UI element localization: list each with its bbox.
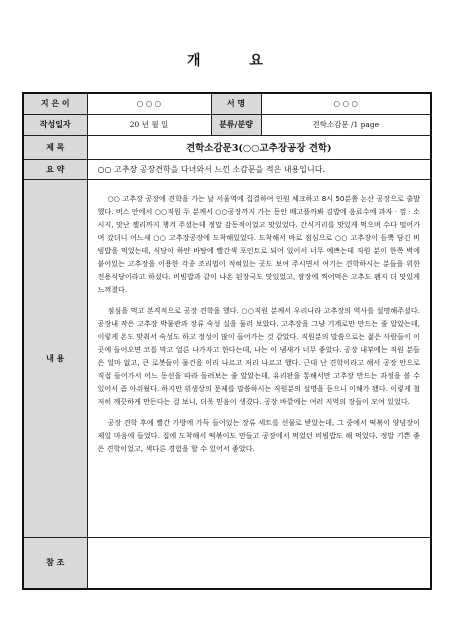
- content-paragraph: ○○ 고추장 공장에 견학을 가는 날 서울역에 집결하여 인원 체크하고 8시 50분쯤 논산 공장으로 출발했다. 버스 안에서 ○○직원 두 분께서 ○○공장까지 가는 동안 배고플까봐 김밥에 음료수에 과자 · 껌 · 소시지, 맛난 젤리까지 챙겨 주셨는데 정말 감동적이었고 맛있었다. 간식거리를 맛있게 먹으며 수다 떨어가며 갔더니 어느새 ○○ 고추장공장에 도착해있었다. 도착해서 바로 점심으로 ○○ 고추장이 듬뿍 담긴 비빔밥을 먹었는데, 식당이 하얀 바탕에 빨간색 포인트로 되어 있어서 너무 예쁘는데 직원 분이 한쪽 벽에 붙어있는 고추장을 이용한 각종 조리법이 적혀있는 곳도 보여 주시면서 여기는 견학하시는 분들을 위한 전용식당이라고 하셨다. 비빔밥과 같이 나온 된장국도 맛있었고, 쌈장에 찍어먹은 고추도 왠지 더 맛있게 느껴졌다.: [97, 193, 420, 294]
- page-title: 개 요: [187, 53, 285, 69]
- date-label: 작성일자: [23, 114, 87, 135]
- signature-label: 서 명: [211, 93, 261, 114]
- reference-value: [87, 537, 431, 589]
- date-value: 20 년 월 일: [87, 114, 211, 135]
- writer-value: ○ ○ ○: [87, 93, 211, 114]
- category-value: 견학소감문 /1 page: [261, 114, 431, 135]
- signature-value: ○ ○ ○: [261, 93, 431, 114]
- summary-value: ○○ 고추장 공장견학을 다녀와서 느낀 소감문을 적은 내용입니다.: [87, 159, 431, 179]
- content-label: 내 용: [23, 179, 87, 537]
- content-paragraph: 점심을 먹고 본격적으로 공장 견학을 했다. ○○직원 분께서 우리나라 고추장의 역사를 설명해주셨다. 공장내 작은 고추장 박물관과 장류 숙성 실을 둘러 보았다. 고추장을 그냥 기계로만 만드는 줄 알았는데, 이렇게 온도 맞춰서 숙성도 하고 정성이 많이 들어가는 것 같았다. 직원분의 말씀으로는 젊은 사람들이 이곳에 들어오면 코를 막고 얼른 나가자고 한다는데, 나는 이 냄새가 너무 좋았다. 공장 내부에는 직원 분들은 얼마 없고, 큰 로봇들이 물건을 이리 나르고 저리 나르고 했다. 근데 난 견학이라고 해서 공장 안으로 직접 들어가서 어느 동선을 따라 돌려보는 줄 알았는데, 유리판을 통해서만 고추장 만드는 과정을 볼 수 있어서 좀 아쉬웠다. 하지만 위생상의 문제를 말씀하시는 직원분의 설명을 듣으니 이해가 됐다. 이렇게 철저히 깨끗하게 만든다는 걸 보니, 더욱 믿음이 생겼다. 공장 바깥에는 여러 지역의 장들이 모여 있었다.: [97, 305, 420, 406]
- reference-label: 참 조: [23, 537, 87, 589]
- summary-label: 요 약: [23, 159, 87, 179]
- subject-value: 견학소감문3(○○고추장공장 견학): [87, 135, 431, 159]
- summary-form-table: [22, 92, 432, 590]
- category-label: 분류/분량: [211, 114, 261, 135]
- subject-label: 제 목: [23, 135, 87, 159]
- content-paragraph: 공장 견학 후에 빨간 가방에 가득 들어있는 장류 세트를 선물로 받았는데, 그 중에서 떡볶이 양념장이 제일 마음에 들었다. 집에 도착해서 떡볶이도 만들고 공장에서 먹었던 비빔밥도 해 먹었다. 정말 기쁜 좋은 견학이었고, 색다른 경험을 할 수 있어서 좋았다.: [97, 417, 420, 453]
- content-body: [87, 179, 431, 537]
- writer-label: 지 은 이: [23, 93, 87, 114]
